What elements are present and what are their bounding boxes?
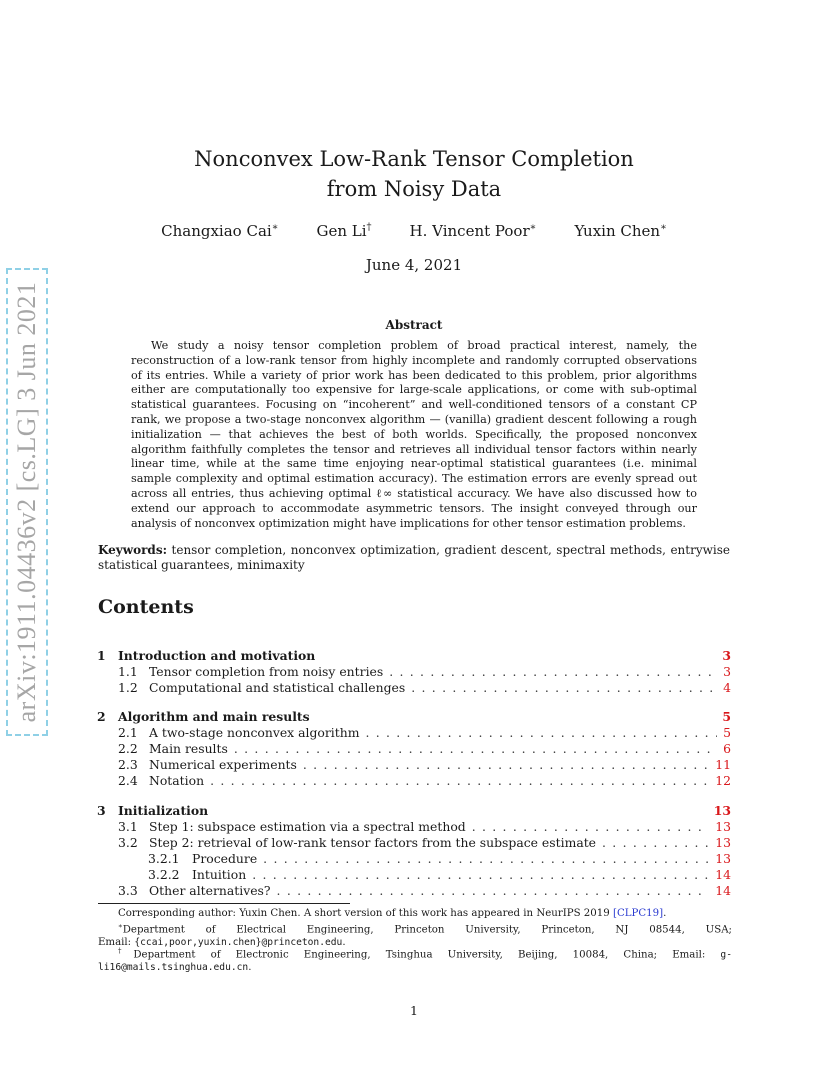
- toc-entry-title: Tensor completion from noisy entries: [149, 664, 384, 679]
- author-affiliation-mark: ∗: [660, 222, 667, 233]
- toc-page-link[interactable]: 6: [723, 741, 731, 756]
- toc-entry-title: Numerical experiments: [149, 757, 297, 772]
- toc-subsection-entry[interactable]: [97, 757, 731, 773]
- paper-title-line-2: from Noisy Data: [326, 177, 502, 201]
- author: Yuxin Chen∗: [574, 222, 667, 240]
- toc-dot-leader: [602, 835, 709, 850]
- toc-entry-number: 2: [97, 709, 106, 724]
- toc-page-link[interactable]: 3: [723, 664, 731, 679]
- author-list: [0, 222, 828, 240]
- toc-dot-leader: [303, 757, 709, 772]
- toc-page-link[interactable]: 5: [723, 725, 731, 740]
- toc-entry-number: 2.4: [118, 773, 138, 788]
- toc-subsection-entry[interactable]: [97, 741, 731, 757]
- toc-entry-number: 3.2.2: [148, 867, 180, 882]
- email-address[interactable]: {ccai,poor,yuxin.chen}@princeton.edu: [134, 936, 343, 948]
- citation-link[interactable]: [CLPC19]: [612, 908, 664, 919]
- author-affiliation-mark: ∗: [529, 222, 537, 233]
- toc-entry-number: 2.2: [118, 741, 138, 756]
- toc-subsection-entry[interactable]: [97, 725, 731, 741]
- toc-page-link[interactable]: 5: [722, 709, 731, 724]
- toc-dot-leader: [277, 883, 710, 898]
- keywords-label: Keywords:: [98, 543, 168, 557]
- footnote-rule: [98, 903, 350, 904]
- toc-page-link[interactable]: 14: [715, 883, 731, 898]
- toc-subsection-entry[interactable]: [97, 835, 731, 851]
- toc-entry-title: A two-stage nonconvex algorithm: [149, 725, 360, 740]
- toc-entry-title: Computational and statistical challenges: [149, 680, 406, 695]
- toc-page-link[interactable]: 11: [715, 757, 731, 772]
- toc-dot-leader: [234, 741, 717, 756]
- toc-dot-leader: [411, 680, 717, 695]
- contents-heading: Contents: [98, 596, 194, 618]
- toc-subsection-entry[interactable]: [97, 680, 731, 696]
- author: Gen Li†: [316, 222, 372, 240]
- toc-entry-title: Notation: [149, 773, 205, 788]
- footnote-affiliation-2: †Department of Electronic Engineering, Tsinghua University, Beijing, 10084, China; Email: g-li16@mails.tsinghua.edu.cn.: [98, 947, 732, 973]
- keywords-text: tensor completion, nonconvex optimization, gradient descent, spectral methods, entrywise statistical guarantees, minimaxity: [98, 543, 730, 572]
- toc-entry-title: Main results: [149, 741, 228, 756]
- toc-page-link[interactable]: 12: [715, 773, 731, 788]
- toc-section-entry[interactable]: [97, 709, 731, 725]
- toc-dot-leader: [365, 725, 717, 740]
- toc-entry-number: 3.2.1: [148, 851, 180, 866]
- author: H. Vincent Poor∗: [409, 222, 537, 240]
- toc-entry-number: 3.2: [118, 835, 138, 850]
- arxiv-identifier-stamp[interactable]: [6, 268, 48, 736]
- author: Changxiao Cai∗: [161, 222, 279, 240]
- toc-dot-leader: [210, 773, 709, 788]
- toc-page-link[interactable]: 13: [715, 851, 731, 866]
- toc-subsection-entry[interactable]: [97, 773, 731, 789]
- toc-entry-title: Other alternatives?: [149, 883, 271, 898]
- publication-date: June 4, 2021: [365, 256, 463, 274]
- toc-entry-number: 3.3: [118, 883, 138, 898]
- keywords: [98, 543, 730, 573]
- toc-subsection-entry[interactable]: [97, 851, 731, 867]
- toc-entry-title: Initialization: [118, 803, 209, 818]
- toc-subsection-entry[interactable]: [97, 883, 731, 899]
- toc-entry-number: 1.1: [118, 664, 138, 679]
- abstract-body: We study a noisy tensor completion problem of broad practical interest, namely, the reconstruction of a low-rank tensor from highly incomplete and randomly corrupted observations of its entries. While a variety of prior work has been dedicated to this problem, prior algorithms either are computationally too expensive for large-scale applications, or come with sub-optimal statistical guarantees. Focusing on “incoherent” and well-conditioned tensors of a constant CP rank, we propose a two-stage nonconvex algorithm — (vanilla) gradient descent following a rough initialization — that achieves the best of both worlds. Specifically, the proposed nonconvex algorithm faithfully completes the tensor and retrieves all individual tensor factors within nearly linear time, while at the same time enjoying near-optimal statistical guarantees (i.e. minimal sample complexity and optimal estimation accuracy). The estimation errors are evenly spread out across all entries, thus achieving optimal ℓ∞ statistical accuracy. We have also discussed how to extend our approach to accommodate asymmetric tensors. The insight conveyed through our analysis of nonconvex optimization might have implications for other tensor estimation problems.: [131, 339, 697, 530]
- author-affiliation-mark: ∗: [271, 222, 279, 233]
- email-address[interactable]: g-li16@mails.tsinghua.edu.cn: [98, 949, 732, 973]
- toc-entry-number: 2.1: [118, 725, 138, 740]
- toc-section-entry[interactable]: [97, 648, 731, 664]
- toc-subsection-entry[interactable]: [97, 664, 731, 680]
- abstract-heading: Abstract: [385, 318, 443, 332]
- toc-subsection-entry[interactable]: [97, 819, 731, 835]
- toc-page-link[interactable]: 13: [715, 819, 731, 834]
- toc-entry-title: Step 2: retrieval of low-rank tensor factors from the subspace estimate: [149, 835, 597, 850]
- toc-entry-title: Introduction and motivation: [118, 648, 316, 663]
- toc-page-link[interactable]: 13: [715, 835, 731, 850]
- toc-page-link[interactable]: 4: [723, 680, 731, 695]
- toc-entry-title: Intuition: [192, 867, 247, 882]
- toc-dot-leader: [263, 851, 709, 866]
- toc-page-link[interactable]: 14: [715, 867, 731, 882]
- toc-entry-title: Procedure: [192, 851, 258, 866]
- page-number: 1: [410, 1003, 418, 1018]
- toc-page-link[interactable]: 3: [722, 648, 731, 663]
- toc-page-link[interactable]: 13: [713, 803, 731, 818]
- toc-dot-leader: [472, 819, 710, 834]
- toc-entry-title: Step 1: subspace estimation via a spectral method: [149, 819, 466, 834]
- toc-dot-leader: [389, 664, 717, 679]
- toc-section-entry[interactable]: [97, 803, 731, 819]
- toc-entry-number: 3: [97, 803, 106, 818]
- footnote-affiliation-1: ∗Department of Electrical Engineering, Princeton University, Princeton, NJ 08544, USA; Email: {ccai,poor,yuxin.chen}@princeton.edu.: [98, 922, 732, 948]
- toc-entry-title: Algorithm and main results: [118, 709, 310, 724]
- toc-dot-leader: [252, 867, 709, 882]
- toc-entry-number: 3.1: [118, 819, 138, 834]
- author-affiliation-mark: †: [366, 222, 372, 233]
- toc-entry-number: 1: [97, 648, 106, 663]
- toc-subsection-entry[interactable]: [97, 867, 731, 883]
- paper-title-line-1: Nonconvex Low-Rank Tensor Completion: [194, 147, 634, 171]
- footnote-corresponding-author: Corresponding author: Yuxin Chen. A short version of this work has appeared in NeurIPS 2019 [CLPC19].: [118, 908, 667, 919]
- toc-entry-number: 1.2: [118, 680, 138, 695]
- arxiv-identifier-text: arXiv:1911.04436v2 [cs.LG] 3 Jun 2021: [12, 281, 41, 723]
- toc-entry-number: 2.3: [118, 757, 138, 772]
